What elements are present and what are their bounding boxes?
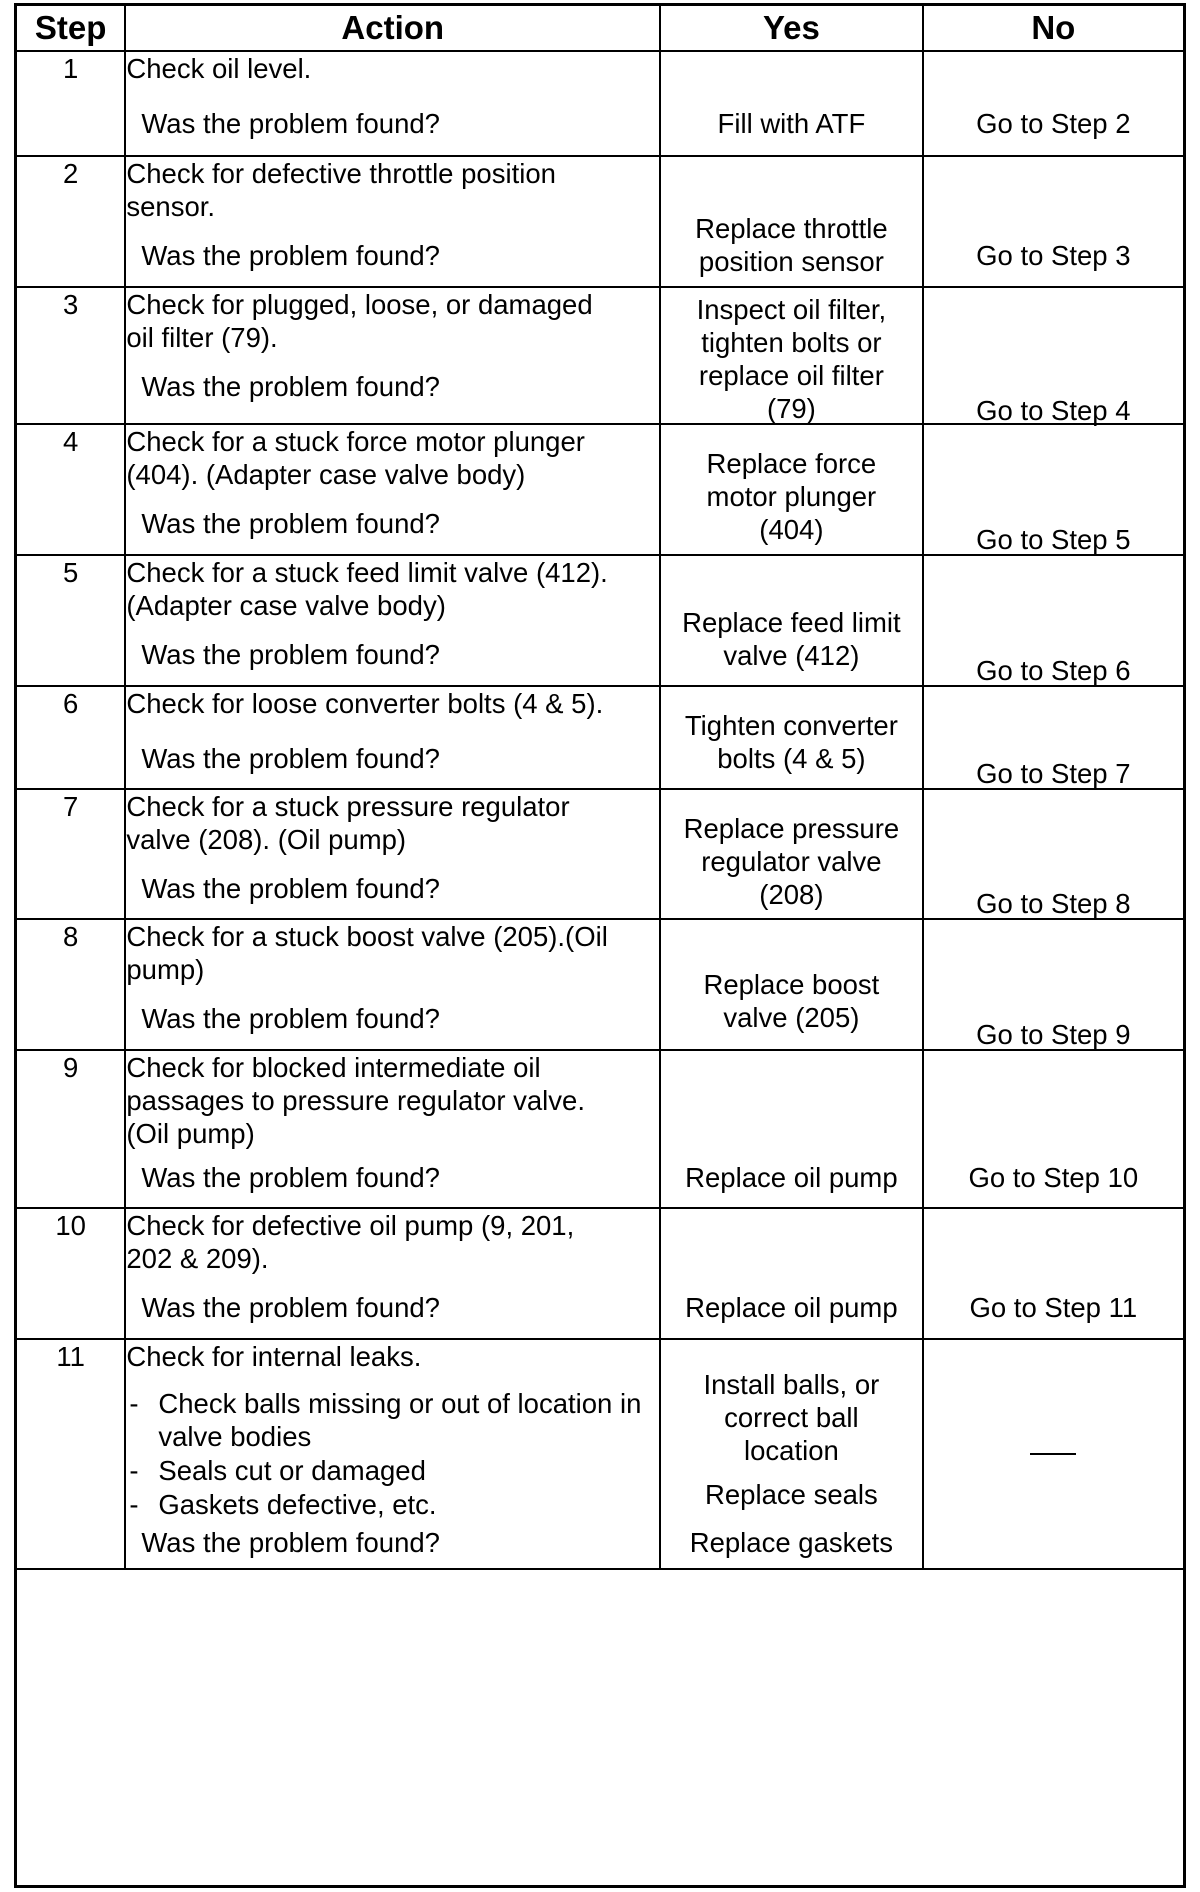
action-line: Check for plugged, loose, or damaged (126, 289, 593, 320)
action-cell (125, 424, 660, 555)
no-text: Go to Step 10 (968, 1162, 1139, 1193)
yes-cell (660, 555, 923, 686)
table-row (16, 919, 1184, 1050)
action-cell (125, 1208, 660, 1339)
action-line: Check for a stuck boost valve (205).(Oil (126, 921, 608, 952)
action-line: Check for loose converter bolts (4 & 5). (126, 688, 604, 719)
action-line: (404). (Adapter case valve body) (126, 459, 526, 490)
no-cell (923, 424, 1184, 555)
yes-text: Replace boost (703, 969, 880, 1000)
yes-text: (404) (759, 514, 824, 545)
yes-text: Replace oil pump (685, 1292, 898, 1323)
action-line: Check for blocked intermediate oil (126, 1052, 541, 1083)
step-number: 3 (16, 287, 125, 424)
yes-text: Tighten converter (684, 710, 898, 741)
step-number: 11 (16, 1339, 125, 1569)
action-cell (125, 1050, 660, 1208)
header-no: No (923, 5, 1184, 51)
table-row (16, 424, 1184, 555)
no-text: Go to Step 11 (969, 1292, 1138, 1323)
question-text: Was the problem found? (141, 873, 440, 904)
yes-text: Fill with ATF (717, 108, 866, 139)
yes-text: Replace pressure (683, 813, 900, 844)
list-item: - Gaskets defective, etc. (126, 1488, 659, 1521)
no-cell (923, 919, 1184, 1050)
no-text: Go to Step 3 (976, 240, 1131, 271)
action-line: Check for defective oil pump (9, 201, (126, 1210, 575, 1241)
no-cell (923, 287, 1184, 424)
no-cell (923, 555, 1184, 686)
question-text: Was the problem found? (141, 508, 440, 539)
action-line: Check for a stuck pressure regulator (126, 791, 570, 822)
sub-item-list (126, 1387, 659, 1521)
yes-text: position sensor (698, 246, 884, 277)
yes-cell (660, 686, 923, 789)
no-text: Go to Step 2 (976, 108, 1131, 139)
no-text: Go to Step 8 (976, 888, 1131, 919)
yes-cell (660, 51, 923, 156)
action-cell (125, 1339, 660, 1569)
yes-cell (660, 919, 923, 1050)
yes-text: Replace seals (705, 1479, 878, 1510)
question-text: Was the problem found? (141, 1162, 440, 1193)
yes-cell (660, 1339, 923, 1569)
yes-text: Replace feed limit (682, 607, 901, 638)
action-line: 202 & 209). (126, 1243, 269, 1274)
action-line: Check oil level. (126, 53, 312, 84)
action-line: Check for internal leaks. (126, 1341, 422, 1372)
no-text: Go to Step 5 (976, 524, 1131, 555)
no-cell (923, 686, 1184, 789)
no-cell (923, 1208, 1184, 1339)
table-row (16, 1208, 1184, 1339)
no-text: Go to Step 6 (976, 655, 1131, 686)
action-line: sensor. (126, 191, 216, 222)
step-number: 9 (16, 1050, 125, 1208)
yes-text: (208) (759, 879, 824, 910)
yes-text: bolts (4 & 5) (717, 743, 866, 774)
action-line: oil filter (79). (126, 322, 278, 353)
yes-text: Replace gaskets (689, 1527, 894, 1558)
yes-text: Inspect oil filter, (696, 294, 887, 325)
action-cell (125, 156, 660, 287)
table-row (16, 1050, 1184, 1208)
no-cell (923, 789, 1184, 919)
no-cell (923, 156, 1184, 287)
question-text: Was the problem found? (141, 1003, 440, 1034)
question-text: Was the problem found? (141, 743, 440, 774)
step-number: 7 (16, 789, 125, 919)
yes-cell (660, 1050, 923, 1208)
no-cell (923, 1339, 1184, 1569)
table-row (16, 156, 1184, 287)
step-number: 5 (16, 555, 125, 686)
not-applicable-dash (1030, 1453, 1076, 1455)
action-line: (Adapter case valve body) (126, 590, 446, 621)
yes-text: regulator valve (701, 846, 882, 877)
yes-text: Install balls, or (703, 1369, 880, 1400)
question-text: Was the problem found? (141, 108, 440, 139)
table-row (16, 686, 1184, 789)
yes-text: Replace throttle (695, 213, 888, 244)
yes-text: tighten bolts or (701, 327, 882, 358)
header-yes: Yes (660, 5, 923, 51)
action-cell (125, 51, 660, 156)
yes-text: Replace force (706, 448, 877, 479)
action-cell (125, 789, 660, 919)
yes-cell (660, 424, 923, 555)
step-number: 6 (16, 686, 125, 789)
action-line: pump) (126, 954, 205, 985)
no-cell (923, 1050, 1184, 1208)
no-cell (923, 51, 1184, 156)
action-cell (125, 555, 660, 686)
yes-text: replace oil filter (698, 360, 884, 391)
yes-text: valve (412) (723, 640, 860, 671)
header-row (16, 5, 1184, 51)
action-line: Check for a stuck force motor plunger (126, 426, 585, 457)
step-number: 8 (16, 919, 125, 1050)
header-action: Action (125, 5, 660, 51)
question-text: Was the problem found? (141, 639, 440, 670)
yes-text: correct ball (724, 1402, 859, 1433)
step-number: 2 (16, 156, 125, 287)
action-cell (125, 287, 660, 424)
list-item: - Check balls missing or out of location in valve bodies (126, 1387, 659, 1453)
action-line: passages to pressure regulator valve. (126, 1085, 585, 1116)
yes-text: Replace oil pump (685, 1162, 898, 1193)
action-line: valve (208). (Oil pump) (126, 824, 407, 855)
table-row (16, 287, 1184, 424)
question-text: Was the problem found? (141, 1527, 440, 1558)
no-text: Go to Step 4 (976, 395, 1131, 426)
yes-text: location (744, 1435, 839, 1466)
step-number: 10 (16, 1208, 125, 1339)
yes-text: motor plunger (706, 481, 877, 512)
table-row (16, 555, 1184, 686)
list-item: - Seals cut or damaged (126, 1454, 659, 1487)
action-line: Check for a stuck feed limit valve (412). (126, 557, 608, 588)
no-text: Go to Step 9 (976, 1019, 1131, 1050)
action-cell (125, 919, 660, 1050)
yes-text: valve (205) (723, 1002, 860, 1033)
action-cell (125, 686, 660, 789)
yes-cell (660, 1208, 923, 1339)
yes-cell (660, 789, 923, 919)
yes-cell (660, 287, 923, 424)
step-number: 1 (16, 51, 125, 156)
question-text: Was the problem found? (141, 240, 440, 271)
yes-text: (79) (766, 393, 816, 424)
action-line: Check for defective throttle position (126, 158, 556, 189)
table-row (16, 789, 1184, 919)
action-line: (Oil pump) (126, 1118, 255, 1149)
yes-cell (660, 156, 923, 287)
question-text: Was the problem found? (141, 1292, 440, 1323)
no-text: Go to Step 7 (976, 758, 1131, 789)
step-number: 4 (16, 424, 125, 555)
table-row (16, 51, 1184, 156)
diagnostic-table (15, 4, 1185, 1570)
table-row (16, 1339, 1184, 1569)
question-text: Was the problem found? (141, 371, 440, 402)
header-step: Step (16, 5, 125, 51)
